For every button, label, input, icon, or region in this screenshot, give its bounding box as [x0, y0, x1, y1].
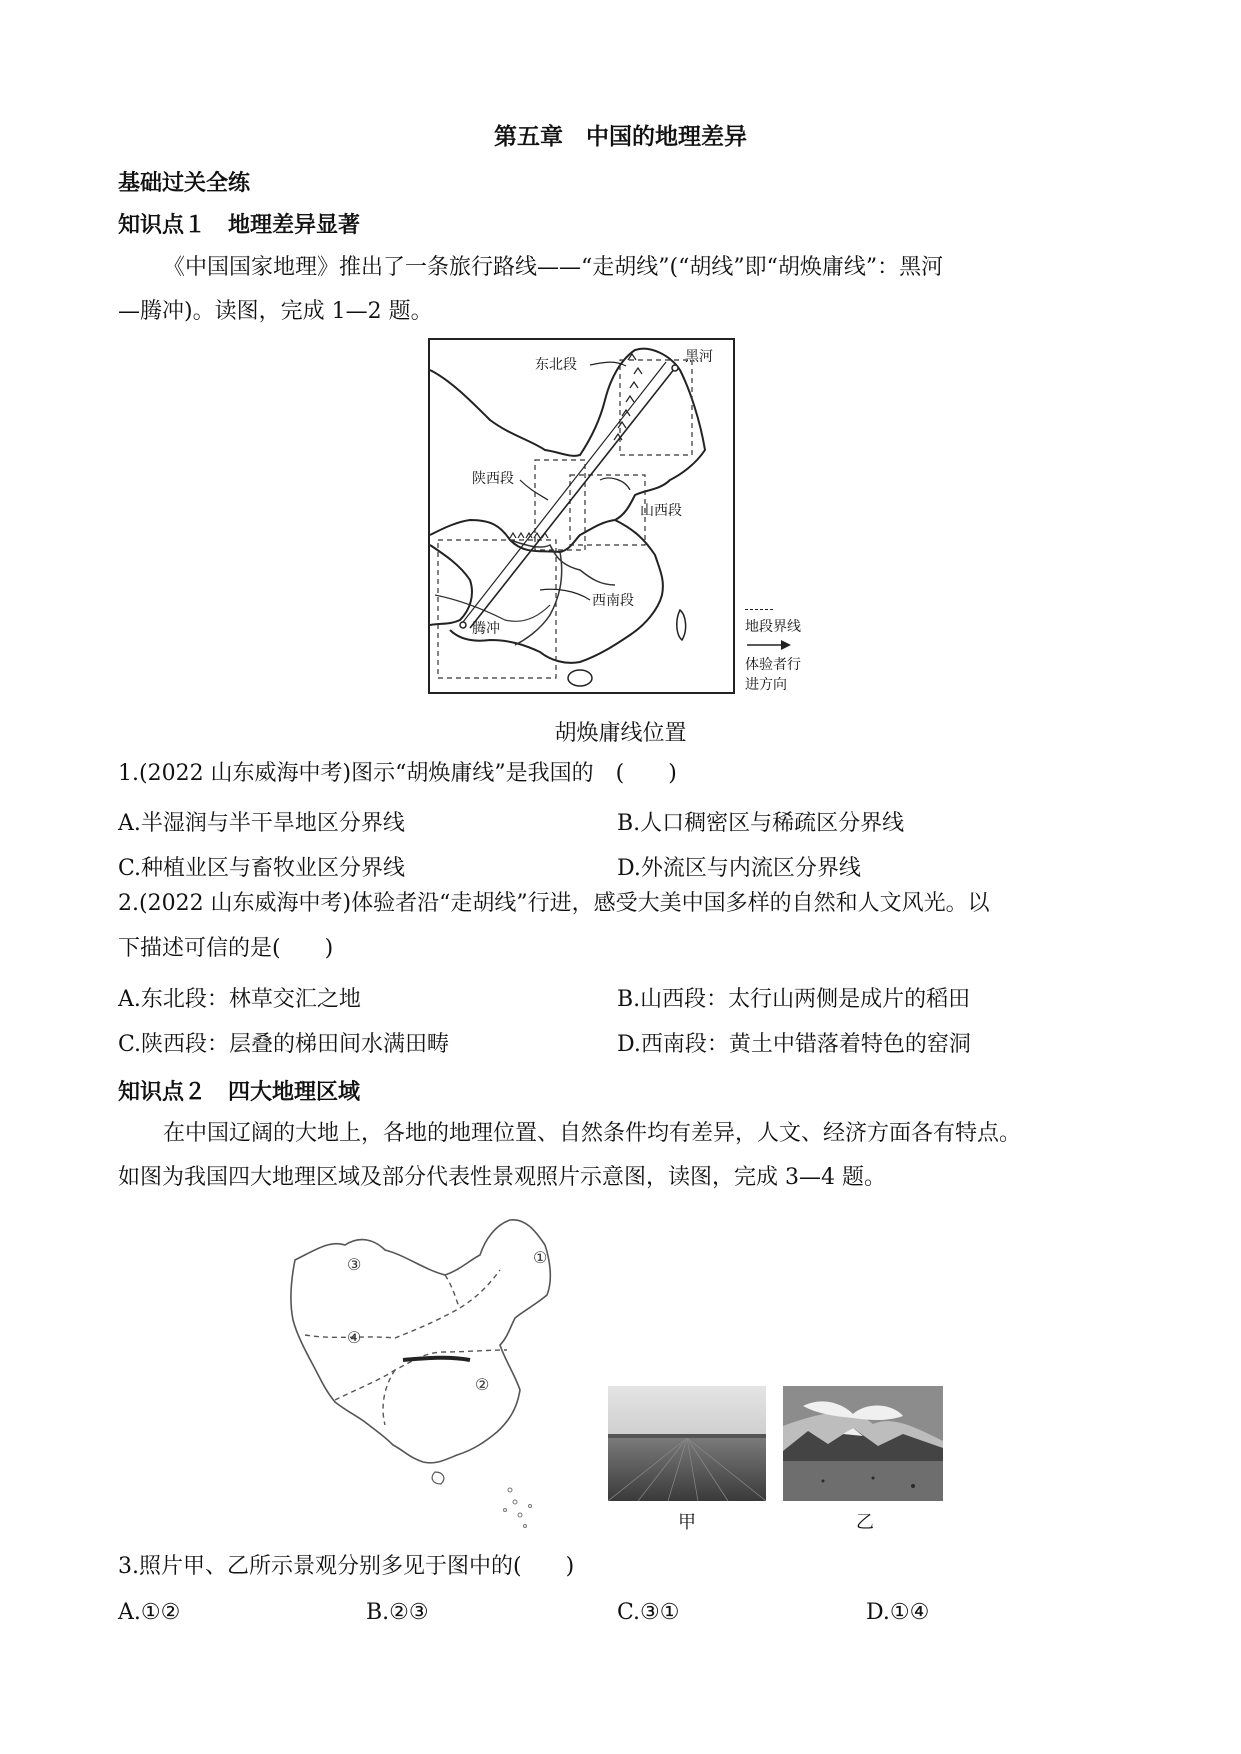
kp2-intro-line2: 如图为我国四大地理区域及部分代表性景观照片示意图，读图，完成 3—4 题。 — [118, 1165, 886, 1190]
q2-option-a: A.东北段：林草交汇之地 — [118, 987, 361, 1012]
hu-line-map — [428, 338, 735, 694]
legend-direction-label-2: 进方向 — [745, 677, 787, 693]
legend-arrow-icon — [745, 638, 795, 652]
kp2-intro-line1: 在中国辽阔的大地上，各地的地理位置、自然条件均有差异，人文、经济方面各有特点。 — [163, 1121, 1022, 1146]
map-label-heihe: 黑河 — [685, 349, 713, 365]
map-label-northeast: 东北段 — [535, 357, 577, 373]
q2-stem-line1: 2.(2022 山东威海中考)体验者沿“走胡线”行进，感受大美中国多样的自然和人文风光。以 — [118, 891, 990, 916]
knowledge-point-2-heading: 知识点２ 四大地理区域 — [118, 1080, 361, 1105]
map-label-southwest: 西南段 — [592, 593, 634, 609]
map-label-shaanxi: 陕西段 — [472, 471, 514, 487]
q1-option-c: C.种植业区与畜牧业区分界线 — [118, 856, 406, 881]
region-label-1: ① — [533, 1248, 548, 1267]
legend-dashed-line — [745, 609, 773, 610]
photo-jia-image — [608, 1386, 766, 1501]
q3-option-c: C.③① — [617, 1600, 680, 1625]
photo-yi — [783, 1386, 943, 1501]
map-label-shanxi: 山西段 — [640, 503, 682, 519]
q3-stem: 3.照片甲、乙所示景观分别多见于图中的( ) — [118, 1554, 575, 1579]
knowledge-point-1-heading: 知识点１ 地理差异显著 — [118, 213, 361, 238]
q1-option-a: A.半湿润与半干旱地区分界线 — [118, 811, 405, 836]
q2-stem-line2: 下描述可信的是( ) — [118, 936, 334, 961]
hu-line-map-drawing — [430, 340, 733, 692]
q3-option-a: A.①② — [118, 1600, 181, 1625]
q3-option-d: D.①④ — [866, 1600, 930, 1625]
q1-stem: 1.(2022 山东威海中考)图示“胡焕庸线”是我国的 ( ) — [118, 761, 677, 786]
q2-option-b: B.山西段：太行山两侧是成片的稻田 — [617, 987, 971, 1012]
four-regions-map-drawing — [285, 1210, 595, 1540]
legend-boundary-label: 地段界线 — [745, 619, 801, 635]
region-label-4: ④ — [347, 1328, 362, 1347]
q1-option-b: B.人口稠密区与稀疏区分界线 — [617, 811, 905, 836]
q2-option-c: C.陕西段：层叠的梯田间水满田畴 — [118, 1032, 450, 1057]
legend-direction-label-1: 体验者行 — [745, 657, 801, 673]
map1-caption: 胡焕庸线位置 — [554, 721, 687, 746]
kp1-intro-line2: —腾冲)。读图，完成 1—2 题。 — [118, 299, 433, 324]
kp1-intro-line1: 《中国国家地理》推出了一条旅行路线——“走胡线”(“胡线”即“胡焕庸线”：黑河 — [163, 255, 944, 280]
page-title: 第五章 中国的地理差异 — [494, 124, 747, 150]
photo-yi-image — [783, 1386, 943, 1501]
region-label-2: ② — [475, 1375, 490, 1394]
photo-yi-label: 乙 — [856, 1512, 874, 1533]
photo-jia-label: 甲 — [678, 1512, 696, 1533]
q3-option-b: B.②③ — [366, 1600, 429, 1625]
four-regions-map — [285, 1210, 595, 1540]
map-legend — [745, 605, 825, 694]
region-label-3: ③ — [347, 1255, 362, 1274]
map-label-tengchong: 腾冲 — [472, 621, 500, 637]
section-heading: 基础过关全练 — [118, 171, 251, 196]
q2-option-d: D.西南段：黄土中错落着特色的窑洞 — [617, 1032, 971, 1057]
q1-option-d: D.外流区与内流区分界线 — [617, 856, 861, 881]
photo-jia — [608, 1386, 766, 1501]
